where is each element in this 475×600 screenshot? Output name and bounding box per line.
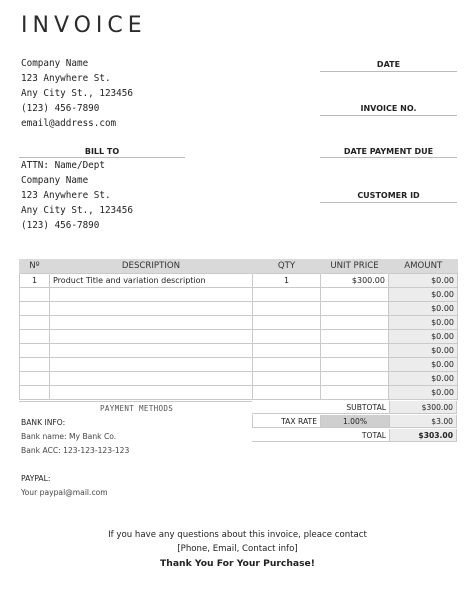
col-header-description: DESCRIPTION <box>50 259 253 274</box>
cell-amount: $0.00 <box>389 372 458 386</box>
table-row <box>20 386 458 400</box>
bill-to-city: Any City St., 123456 <box>21 205 133 216</box>
cell-unit-price[interactable] <box>321 316 389 330</box>
cell-description[interactable] <box>50 386 253 400</box>
footer-thanks: Thank You For Your Purchase! <box>160 558 315 569</box>
table-row <box>20 288 458 302</box>
tax-rate-label: TAX RATE <box>252 415 321 428</box>
payment-methods-label: PAYMENT METHODS <box>100 404 174 413</box>
cell-qty[interactable] <box>253 302 321 316</box>
cell-description[interactable]: Product Title and variation description <box>50 274 253 288</box>
col-header-qty: QTY <box>253 259 321 274</box>
date-payment-due-label: DATE PAYMENT DUE <box>343 147 434 156</box>
bill-to-label: BILL TO <box>84 147 120 156</box>
table-row <box>20 274 458 288</box>
cell-qty[interactable] <box>253 316 321 330</box>
sender-city: Any City St., 123456 <box>21 88 133 99</box>
cell-no[interactable]: 1 <box>20 274 50 288</box>
bill-to-attn: ATTN: Name/Dept <box>21 160 105 171</box>
cell-amount: $0.00 <box>389 274 458 288</box>
sender-email: email@address.com <box>21 118 117 129</box>
date-label: DATE <box>376 60 401 69</box>
cell-no[interactable] <box>20 316 50 330</box>
cell-description[interactable] <box>50 316 253 330</box>
cell-amount: $0.00 <box>389 316 458 330</box>
cell-unit-price[interactable] <box>321 372 389 386</box>
table-row <box>20 344 458 358</box>
date-payment-due-rule <box>320 157 457 158</box>
payment-methods-rule <box>19 401 252 402</box>
table-header-row <box>20 259 458 274</box>
col-header-no: Nº <box>20 259 50 274</box>
cell-qty[interactable] <box>253 372 321 386</box>
cell-description[interactable] <box>50 344 253 358</box>
col-header-amount: AMOUNT <box>389 259 458 274</box>
cell-description[interactable] <box>50 372 253 386</box>
subtotal-label: SUBTOTAL <box>252 401 389 414</box>
invoice-no-rule <box>320 115 457 116</box>
cell-qty[interactable] <box>253 330 321 344</box>
tax-rate-input[interactable]: 1.00% <box>321 415 389 428</box>
cell-description[interactable] <box>50 358 253 372</box>
cell-description[interactable] <box>50 288 253 302</box>
paypal-label: PAYPAL: <box>21 474 51 483</box>
cell-unit-price[interactable] <box>321 358 389 372</box>
date-rule <box>320 71 457 72</box>
invoice-title: INVOICE <box>21 13 147 38</box>
table-row <box>20 316 458 330</box>
cell-qty[interactable] <box>253 288 321 302</box>
col-header-unit-price: UNIT PRICE <box>321 259 389 274</box>
bill-to-phone: (123) 456-7890 <box>21 220 100 231</box>
tax-value: $3.00 <box>389 415 457 428</box>
footer-contact-info: [Phone, Email, Contact info] <box>177 544 298 554</box>
cell-amount: $0.00 <box>389 330 458 344</box>
cell-unit-price[interactable] <box>321 288 389 302</box>
subtotal-value: $300.00 <box>389 401 457 414</box>
cell-no[interactable] <box>20 386 50 400</box>
customer-id-label: CUSTOMER ID <box>357 191 420 200</box>
bank-info-label: BANK INFO: <box>21 418 66 427</box>
total-value: $303.00 <box>389 429 457 442</box>
paypal-email: Your paypal@mail.com <box>21 488 108 497</box>
cell-no[interactable] <box>20 302 50 316</box>
cell-no[interactable] <box>20 344 50 358</box>
invoice-no-label: INVOICE NO. <box>360 104 417 113</box>
bill-to-company: Company Name <box>21 175 89 186</box>
cell-unit-price[interactable] <box>321 386 389 400</box>
cell-unit-price[interactable] <box>321 330 389 344</box>
cell-no[interactable] <box>20 288 50 302</box>
cell-unit-price[interactable] <box>321 344 389 358</box>
items-table <box>19 259 458 400</box>
bank-account: Bank ACC: 123-123-123-123 <box>21 446 130 455</box>
table-row <box>20 302 458 316</box>
cell-qty[interactable]: 1 <box>253 274 321 288</box>
cell-no[interactable] <box>20 372 50 386</box>
sender-phone: (123) 456-7890 <box>21 103 100 114</box>
table-row <box>20 372 458 386</box>
cell-amount: $0.00 <box>389 358 458 372</box>
bill-to-street: 123 Anywhere St. <box>21 190 111 201</box>
table-row <box>20 330 458 344</box>
cell-no[interactable] <box>20 358 50 372</box>
cell-description[interactable] <box>50 302 253 316</box>
cell-unit-price[interactable]: $300.00 <box>321 274 389 288</box>
cell-amount: $0.00 <box>389 288 458 302</box>
footer-contact-note: If you have any questions about this invoice, pleace contact <box>108 530 367 540</box>
sender-street: 123 Anywhere St. <box>21 73 111 84</box>
cell-no[interactable] <box>20 330 50 344</box>
sender-company: Company Name <box>21 58 89 69</box>
cell-unit-price[interactable] <box>321 302 389 316</box>
table-row <box>20 358 458 372</box>
bank-name: Bank name: My Bank Co. <box>21 432 117 441</box>
cell-description[interactable] <box>50 330 253 344</box>
cell-amount: $0.00 <box>389 302 458 316</box>
cell-qty[interactable] <box>253 344 321 358</box>
bill-to-rule <box>19 157 185 158</box>
cell-qty[interactable] <box>253 358 321 372</box>
total-label: TOTAL <box>252 429 389 442</box>
cell-amount: $0.00 <box>389 344 458 358</box>
customer-id-rule <box>320 202 457 203</box>
cell-qty[interactable] <box>253 386 321 400</box>
cell-amount: $0.00 <box>389 386 458 400</box>
